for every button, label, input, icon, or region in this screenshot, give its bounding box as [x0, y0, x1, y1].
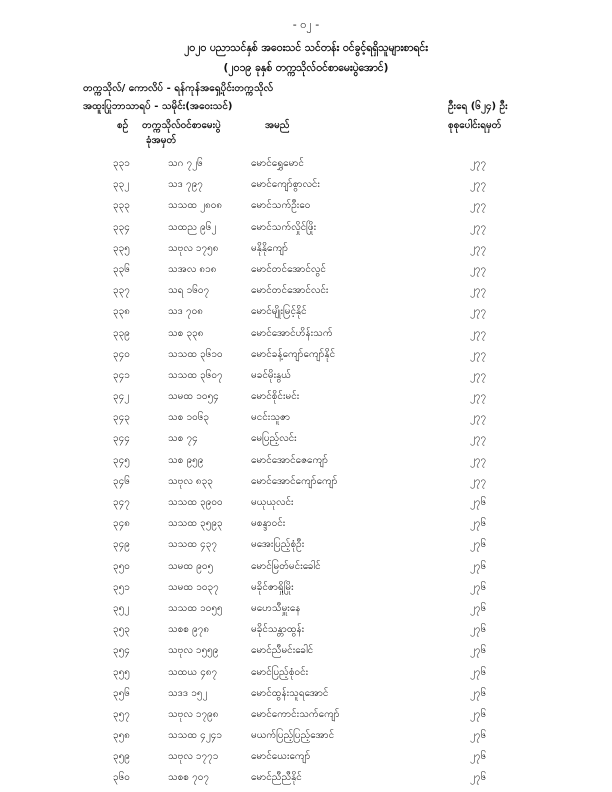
student-name: မောင်မျိုးမြင့်နိုင်	[251, 306, 307, 318]
row-number: ၃၅၀	[113, 560, 130, 572]
roll-number: သစ ၁၀၆၃	[168, 412, 209, 424]
roll-number: သဒ ၇၀၈	[168, 306, 204, 318]
student-name: မခိုင်ဇာရှိုမြိုး	[251, 581, 294, 593]
header-name: အမည်	[265, 120, 290, 131]
total-mark: ၂၇၇	[470, 242, 487, 254]
table-row	[0, 177, 612, 198]
student-name: မေပြည့်လင်း	[251, 433, 297, 445]
student-name: မယက်ပြည့်ပြည့်အောင်	[251, 730, 335, 742]
subject-line: အထူးပြုဘာသာရပ် - သမိုင်း(အဝေးသင်)	[83, 101, 233, 112]
row-number: ၃၃၃	[113, 200, 130, 212]
roll-number: သသထ ၄၃၇	[168, 539, 218, 551]
roll-number: သဗုလ ၁၇၅၈	[168, 242, 219, 254]
roll-number: သရ ၁၆၀၇	[168, 285, 210, 297]
roll-number: သသထ ၂၈၀၈	[168, 200, 223, 212]
total-mark: ၂၇၇	[470, 369, 487, 381]
roll-number: သထယ ၄၈၇	[168, 666, 218, 678]
row-number: ၃၄၉	[113, 539, 130, 551]
row-number: ၃၄၃	[113, 412, 130, 424]
page-number: - ၀၂ -	[292, 18, 320, 31]
student-name: မောင်ကောင်းသက်ကျော်	[251, 708, 340, 720]
table-row	[0, 537, 612, 558]
table-row	[0, 559, 612, 580]
roll-number: သထည ၉၆၂	[168, 221, 217, 233]
student-name: မောင်ညီမင်းခေါင်	[251, 645, 314, 657]
student-name: မောင်အောင်ဇေကျော်	[251, 454, 328, 466]
total-mark: ၂၇၇	[470, 475, 487, 487]
student-count: ဦးရေ (၆၂၄) ဦး	[448, 101, 508, 112]
roll-number: သစ ၇၄	[168, 433, 198, 445]
table-row	[0, 304, 612, 325]
row-number: ၃၃၆	[113, 263, 130, 275]
total-mark: ၂၇၇	[470, 221, 487, 233]
row-number: ၃၃၁	[113, 158, 130, 169]
table-row	[0, 516, 612, 537]
student-name: မောင်သက်လှိုင်ဖြိုး	[251, 221, 317, 233]
table-row	[0, 601, 612, 622]
table-row	[0, 410, 612, 431]
header-total-marks: စုစုပေါင်းရမှတ်	[448, 120, 502, 131]
table-row	[0, 156, 612, 177]
table-row	[0, 474, 612, 495]
roll-number: သမထ ၉၀၅	[168, 560, 214, 572]
total-mark: ၂၇၆	[470, 497, 487, 508]
table-row	[0, 326, 612, 347]
student-name: မဟေသီမှူးနေ	[251, 602, 301, 614]
roll-number: သစ ၃၃၈	[168, 327, 204, 339]
row-number: ၃၃၈	[113, 306, 130, 318]
university-line: တက္ကသိုလ်/ ကောလိပ် - ရန်ကုန်အရှေ့ပိုင်းတက္ကသိုလ်	[83, 83, 273, 94]
roll-number: သဗုလ ၁၇၇၁	[168, 751, 219, 763]
student-name: မောင်တင်အောင်လင်း	[251, 285, 329, 297]
row-number: ၃၄၈	[113, 518, 130, 530]
table-row	[0, 220, 612, 241]
total-mark: ၂၇၆	[470, 602, 487, 614]
table-row	[0, 707, 612, 728]
row-number: ၃၅၄	[113, 645, 130, 657]
row-number: ၃၃၂	[113, 179, 130, 191]
row-number: ၃၄၀	[113, 348, 130, 360]
student-name: မောင်စိုင်းမင်း	[251, 391, 300, 403]
total-mark: ၂၇၇	[470, 158, 487, 169]
row-number: ၃၄၇	[113, 497, 130, 508]
total-mark: ၂၇၇	[470, 285, 487, 297]
row-number: ၃၅၁	[113, 581, 130, 593]
roll-number: သသထ ၃၅၉၃	[168, 518, 223, 530]
roll-number: သသထ ၃၉၀၀	[168, 497, 223, 508]
student-name: မငင်းသူဇာ	[251, 412, 291, 424]
row-number: ၃၄၁	[113, 369, 130, 381]
total-mark: ၂၇၆	[470, 645, 487, 657]
table-row	[0, 580, 612, 601]
student-name: မနိုနိုကျော်	[251, 242, 288, 254]
student-name: မောင်မြတ်မင်းခေါင်	[251, 560, 321, 572]
row-number: ၃၃၄	[113, 221, 130, 233]
table-row	[0, 241, 612, 262]
table-row	[0, 389, 612, 410]
row-number: ၃၄၅	[113, 454, 130, 466]
row-number: ၃၄၆	[113, 475, 130, 487]
total-mark: ၂၇၆	[470, 560, 487, 572]
total-mark: ၂၇၆	[470, 772, 487, 784]
table-row	[0, 431, 612, 452]
roll-number: သသထ ၁၀၅၅	[168, 602, 223, 614]
document-subtitle: (၂၀၁၉ ခုနှစ် တက္ကသိုလ်ဝင်စာမေးပွဲအောင်)	[223, 62, 389, 74]
total-mark: ၂၇၆	[470, 581, 487, 593]
total-mark: ၂၇၇	[470, 200, 487, 212]
row-number: ၃၃၉	[113, 327, 130, 339]
student-list	[0, 156, 612, 792]
table-row	[0, 368, 612, 389]
total-mark: ၂၇၆	[470, 624, 487, 636]
roll-number: သဗုလ ၁၅၅၉	[168, 645, 219, 657]
row-number: ၃၃၇	[113, 285, 130, 297]
student-name: မောင်ယေးကျော်	[251, 751, 311, 763]
roll-number: သဗုလ ၈၃၃	[168, 475, 213, 487]
table-row	[0, 643, 612, 664]
roll-number: သသထ ၃၆၁၀	[168, 348, 223, 360]
total-mark: ၂၇၆	[470, 730, 487, 742]
student-name: မောင်အောင်ဟိန်းသက်	[251, 327, 333, 339]
table-row	[0, 728, 612, 749]
row-number: ၃၄၄	[113, 433, 130, 445]
total-mark: ၂၇၇	[470, 327, 487, 339]
student-name: မောင်တင်အောင်လွင်	[251, 263, 326, 275]
roll-number: သအလ ၈၁၈	[168, 263, 217, 275]
header-roll-number: တက္ကသိုလ်ဝင်စာမေးပွဲ	[142, 120, 221, 131]
table-row	[0, 453, 612, 474]
header-roll-number-line2: ခုံအမှတ်	[146, 135, 177, 146]
document-title: ၂၀၂၀ ပညာသင်နှစ် အဝေးသင် သင်တန်း ဝင်ခွင့်ရရှိသူများစာရင်း	[184, 42, 428, 54]
row-number: ၃၅၃	[113, 624, 130, 636]
student-name: မောင်ပြည့်စုံဝင်း	[251, 666, 309, 678]
row-number: ၃၅၂	[113, 602, 130, 614]
total-mark: ၂၇၆	[470, 666, 487, 678]
total-mark: ၂၇၆	[470, 751, 487, 763]
total-mark: ၂၇၆	[470, 687, 487, 699]
table-row	[0, 622, 612, 643]
roll-number: သမထ ၁၀၅၄	[168, 391, 219, 403]
roll-number: သဗုလ ၁၇၉၈	[168, 708, 219, 720]
table-row	[0, 686, 612, 707]
table-row	[0, 749, 612, 770]
table-row	[0, 665, 612, 686]
student-name: မောင်အောင်ကျော်ကျော်	[251, 475, 338, 487]
total-mark: ၂၇၆	[470, 518, 487, 530]
total-mark: ၂၇၇	[470, 433, 487, 445]
student-name: မခင်မိုးနွယ်	[251, 369, 292, 381]
student-name: မယုယုလင်း	[251, 497, 294, 508]
row-number: ၃၅၈	[113, 730, 130, 742]
roll-number: သမထ ၁၀၃၇	[168, 581, 219, 593]
student-name: မောင်ရွှေမောင်	[251, 158, 304, 169]
total-mark: ၂၇၆	[470, 708, 487, 720]
total-mark: ၂၇၇	[470, 391, 487, 403]
roll-number: သဂ ၇၂၆	[168, 158, 203, 169]
total-mark: ၂၇၇	[470, 263, 487, 275]
student-name: မောင်ကျော်စွာလင်း	[251, 179, 320, 191]
table-row	[0, 495, 612, 516]
roll-number: သစစ ၇၀၇	[168, 772, 209, 784]
table-row	[0, 262, 612, 283]
student-name: မောင်ထွန်းသူရအောင်	[251, 687, 329, 699]
total-mark: ၂၇၇	[470, 179, 487, 191]
student-name: မခိုင်သန္တာထွန်း	[251, 624, 305, 636]
table-row	[0, 347, 612, 368]
roll-number: သသထ ၄၂၄၁	[168, 730, 222, 742]
student-name: မောင်ညီညီနိုင်	[251, 772, 302, 784]
row-number: ၃၅၇	[113, 708, 130, 720]
table-row	[0, 770, 612, 791]
row-number: ၃၅၅	[113, 666, 130, 678]
row-number: ၃၅၆	[113, 687, 130, 699]
student-name: မောင်ခန့်ကျော်ကျော်နိုင်	[251, 348, 336, 360]
student-name: မစန္ဒာဝင်း	[251, 518, 286, 530]
roll-number: သစ ၉၅၉	[168, 454, 204, 466]
roll-number: သစစ ၉၇၈	[168, 624, 210, 636]
total-mark: ၂၇၇	[470, 412, 487, 424]
student-name: မောင်သက်ဦးဝေ	[251, 200, 311, 212]
table-row	[0, 283, 612, 304]
roll-number: သသထ ၃၆၀၇	[168, 369, 223, 381]
student-name: မအေးပြည့်စုံဦး	[251, 539, 305, 551]
total-mark: ၂၇၇	[470, 306, 487, 318]
total-mark: ၂၇၇	[470, 348, 487, 360]
row-number: ၃၆၀	[113, 772, 130, 784]
row-number: ၃၃၅	[113, 242, 130, 254]
header-number: စဉ်	[117, 120, 129, 131]
total-mark: ၂၇၆	[470, 539, 487, 551]
total-mark: ၂၇၇	[470, 454, 487, 466]
table-row	[0, 198, 612, 219]
row-number: ၃၅၉	[113, 751, 130, 763]
roll-number: သဒဒ ၁၅၂	[168, 687, 208, 699]
roll-number: သဒ ၇၉၇	[168, 179, 203, 191]
row-number: ၃၄၂	[113, 391, 130, 403]
